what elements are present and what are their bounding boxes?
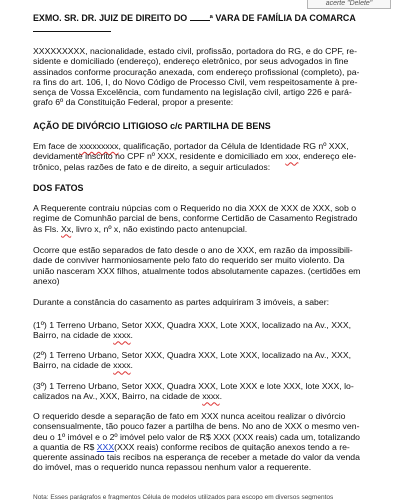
intro-line: sença de Vossa Excelência, com fundamento na legislação civil, artigo 226 e pará- — [33, 87, 352, 98]
intro-line: assinados conforme procuração anexada, com endereço profissional (completo), pa- — [33, 66, 360, 77]
defendant-line: devidamente inscrito no CPF nº XXX, residente e domiciliado em xxx, endereço ele- — [33, 151, 357, 162]
intro-line: ra fins do art. 106, I, do Novo Código de Processo Civil, vem respeitosamente à pre- — [33, 76, 358, 87]
paragraph-line: dade de conviver harmoniosamente pelo fato do requerido ser muito violento. Da — [33, 255, 345, 266]
property-line: Bairro, na cidade de xxxx. — [33, 360, 133, 371]
court-address-post: ª VARA DE FAMÍLIA DA COMARCA — [209, 13, 356, 23]
city-placeholder: xxxx — [113, 360, 131, 371]
property-line: (3º) 1 Terreno Urbano, Setor XXX, Quadra XXX, Lote XXX e lote XXX, lote XXX, lo- — [33, 381, 354, 391]
court-address — [33, 13, 377, 23]
property-item-3 — [33, 381, 377, 402]
property-item-1 — [33, 320, 377, 341]
delete-hint-tab[interactable]: acerte "Delete" — [307, 0, 391, 9]
property-line: (2º) 1 Terreno Urbano, Setor XXX, Quadra XXX, Lote XXX, localizado na Av., XXX, — [33, 350, 352, 360]
defendant-paragraph — [33, 141, 377, 172]
paragraph-line: consensualmente, tão pouco fazer a partilha de bens. No ano de XXX o mesmo ven- — [33, 421, 360, 432]
paragraph-line: querente assinado tais recibos na esperança de receber a metade do valor da venda — [33, 452, 360, 463]
paragraph-line: A Requerente contraiu núpcias com o Requerido no dia XXX de XXX de XXX, sob o — [33, 203, 357, 213]
defendant-city-placeholder: xxx — [285, 151, 299, 162]
amount-link[interactable]: XXX — [96, 441, 115, 452]
intro-line: XXXXXXXXX, nacionalidade, estado civil, profissão, portadora do RG, e do CPF, re- — [33, 46, 358, 56]
vara-number-blank — [190, 13, 210, 21]
facts-paragraph-3: Durante a constância do casamento as partes adquiriram 3 imóveis, a saber: — [33, 297, 330, 307]
property-line: calizados na Av., XXX, Bairro, na cidade de xxxx. — [33, 391, 222, 402]
footnote: Nota: Esses parágrafos e fragmentos Célula de modelos utilizados para escopo em diversos segmentos — [33, 494, 334, 500]
paragraph-line: O requerido desde a separação de fato em XXX nunca aceitou realizar o divórcio — [33, 411, 346, 421]
property-item-2 — [33, 350, 377, 371]
city-placeholder: xxxx — [113, 330, 131, 341]
paragraph-line: regime de Comunhão parcial de bens, conforme Certidão de Casamento Registrado — [33, 213, 358, 224]
folio-placeholder: Xx — [61, 223, 72, 234]
property-line: Bairro, na cidade de xxxx. — [33, 330, 133, 341]
facts-paragraph-1 — [33, 203, 377, 234]
facts-title: DOS FATOS — [33, 183, 84, 193]
property-line: (1º) 1 Terreno Urbano, Setor XXX, Quadra XXX, Lote XXX, localizado na Av., XXX, — [33, 320, 352, 330]
paragraph-line: a quantia de R$ XXX(XXX reais) conforme recibos de quitação anexos tendo a re- — [33, 441, 350, 452]
intro-paragraph — [33, 46, 377, 108]
defendant-line: Em face de xxxxxxxxx, qualificação, portador da Célula de Identidade RG nº XXX, — [33, 141, 349, 151]
paragraph-line: Ocorre que estão separados de fato desde o ano de XXX, em razão da impossibili- — [33, 245, 353, 255]
city-placeholder: xxxx — [202, 391, 220, 402]
facts-paragraph-4 — [33, 411, 377, 473]
paragraph-line: do imóvel, mas o requerido nunca repassou nenhum valor a requerente. — [33, 462, 312, 473]
defendant-name-placeholder: xxxxxxxxx — [79, 141, 119, 151]
intro-line: grafo 6º da Constituição Federal, propor a presente: — [33, 97, 234, 108]
paragraph-line: às Fls. Xx, livro x, nº x, não existindo pacto antenupcial. — [33, 223, 248, 234]
header-rule — [33, 31, 111, 32]
court-address-pre: EXMO. SR. DR. JUIZ DE DIREITO DO — [33, 13, 190, 23]
paragraph-line: anexo) — [33, 275, 60, 286]
intro-line: sidente e domiciliado (endereço), endereço eletrônico, por seus advogados in fine — [33, 56, 349, 67]
action-title: AÇÃO DE DIVÓRCIO LITIGIOSO c/c PARTILHA DE BENS — [33, 121, 271, 131]
facts-paragraph-2 — [33, 245, 377, 286]
defendant-line: trônico, pelas razões de fato e de direito, a seguir articulados: — [33, 161, 271, 172]
paragraph-line: deu o 1º imóvel e o 2º imóvel pelo valor de R$ XXX (XXX reais) cada um, totalizando — [33, 431, 360, 442]
paragraph-line: união nasceram XXX filhos, atualmente todos absolutamente capazes. (certidões em — [33, 265, 361, 276]
